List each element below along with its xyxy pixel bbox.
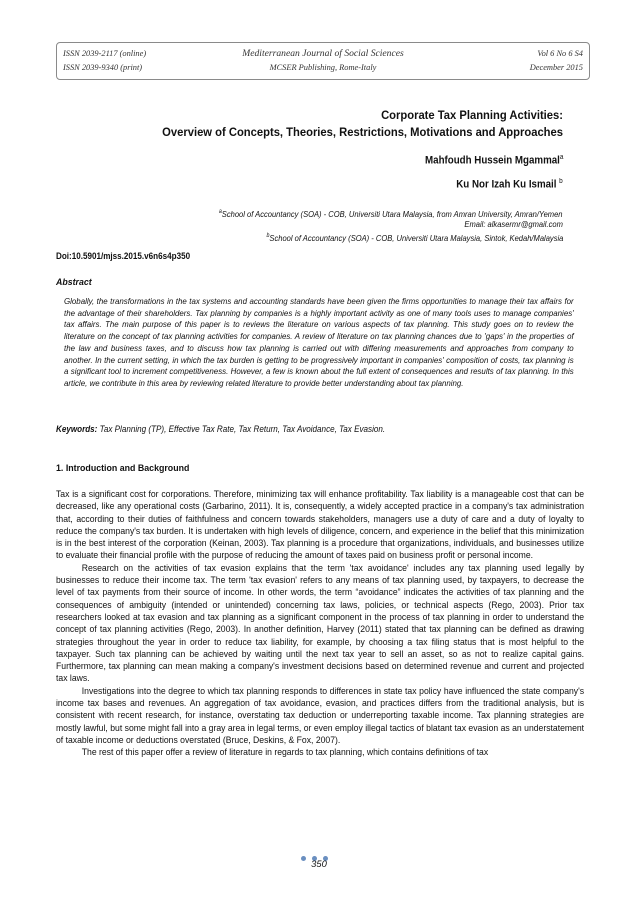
keywords bbox=[56, 424, 590, 434]
abstract-heading: Abstract bbox=[56, 277, 92, 287]
affiliation-sup: b bbox=[266, 233, 270, 239]
author-name: Mahfoudh Hussein Mgammal bbox=[424, 154, 560, 167]
header-right bbox=[530, 47, 583, 75]
keywords-text: Tax Planning (TP), Effective Tax Rate, Tax Return, Tax Avoidance, Tax Evasion. bbox=[97, 424, 386, 434]
affiliation-text: School of Accountancy (SOA) - COB, Universiti Utara Malaysia, from Amran University, Amran/Yemen bbox=[222, 208, 563, 219]
author-2 bbox=[456, 178, 563, 191]
paragraph: Investigations into the degree to which tax planning responds to differences in state tax policy have influenced the state company's income tax bases and revenues. An aggregation of tax avoidance, evasion, and practices differs from the traditional analysis, but is consistent with recent research, for instance, overstating tax deduction or underreporting taxable income. Tax planning strategies are mostly lawful, but some might fall into a gray area in legal terms, or even employ illegal tactics of blatant tax evasion as an understatement of taxable income or deductions overstated (Bruce, Deskins, & Fox, 2007). bbox=[56, 684, 585, 745]
paragraph: Research on the activities of tax evasion explains that the term 'tax avoidance' includes any tax planning used legally by businesses to reduce their income tax. The term 'tax evasion' refers to any means of tax planning used, by taxpayers, to decrease the level of tax payments from their source of income. In other words, the term “avoidance” indicates the activities of tax planning and the consequences of ambiguity (intended or unintended) concerning tax laws, policies, or technical aspects (Rego, 2003). Prior tax researchers looked at tax evasion and tax planning as a significant component in the process of tax planning in order to understand the concept of tax planning activities (Rego, 2003). In another definition, Harvey (2011) stated that tax planning can be defined as drawing strategies throughout the year in order to reduce tax liability, for example, by choosing a tax filing status that is most helpful to the taxpayer. Such tax planning can be achieved by waiting until the next tax year to sell an asset, so as not to realize capital gains. Furthermore, tax planning can mean making a company's investment decisions based on determined revenue and current and projected tax laws. bbox=[56, 561, 585, 684]
paper-title bbox=[137, 107, 563, 141]
paragraph: The rest of this paper offer a review of literature in regards to tax planning, which contains definitions of tax bbox=[81, 746, 489, 758]
title-line-2: Overview of Concepts, Theories, Restrictions, Motivations and Approaches bbox=[162, 125, 563, 139]
doi: Doi:10.5901/mjss.2015.v6n6s4p350 bbox=[56, 251, 191, 261]
author-name: Ku Nor Izah Ku Ismail bbox=[456, 178, 557, 191]
affiliation-text: Email: alkasermr@gmail.com bbox=[464, 219, 563, 229]
author-sup: b bbox=[559, 178, 563, 185]
paragraph: Tax is a significant cost for corporations. Therefore, minimizing tax will enhance profitability. Tax liability is a manageable cost that can be decreased, like any operational costs (Garbarino, 2011). It is, consequently, a widely accepted practice in a company's tax administration that, according to their duties of faithfulness and concern towards stakeholders, managers use a duty of care and a duty of loyalty to reduce the company's tax burden. It is undertaken with high levels of diligence, concern, and experience in the belief that this minimization is in the best interest of the corporation (Keinan, 2003). Tax planning is a procedure that organizations, individuals, and businesses utilize to evaluate their financial profile with the purpose of reducing the amount of taxes paid on business profit or personal income. bbox=[56, 488, 585, 561]
footer-dots-decoration bbox=[298, 848, 342, 856]
keywords-label: Keywords: bbox=[56, 424, 98, 434]
affiliation-2 bbox=[266, 230, 563, 244]
affiliation-email bbox=[465, 218, 563, 230]
author-sup: a bbox=[559, 154, 563, 161]
issn-print: ISSN 2039-9340 (print) bbox=[63, 63, 143, 72]
section-heading: 1. Introduction and Background bbox=[56, 463, 190, 474]
journal-header bbox=[56, 42, 590, 80]
publisher: MCSER Publishing, Rome-Italy bbox=[269, 63, 377, 72]
volume: Vol 6 No 6 S4 bbox=[537, 49, 583, 58]
header-center bbox=[57, 47, 589, 75]
title-line-1: Corporate Tax Planning Activities: bbox=[381, 108, 563, 122]
issue-date: December 2015 bbox=[529, 63, 583, 72]
abstract-text: Globally, the transformations in the tax systems and accounting standards have been given the firms opportunities to manage their tax affairs for the advantage of their shareholders. Tax planning by companies is a highly important activity as one of many tools uses to manage companies' tax affairs. The main purpose of this paper is to reviews the literature on various aspects of tax planning. This study goes on to review the literature on the concept of tax planning activities for companies. A review of literature on tax planning chances due to 'gaps' in the properties of the law and business taxes, and to discuss how tax planning is carried out with differing measurements and approaches from company to another. In the current setting, in which the tax burden is getting to be progressively important in companies' composition of costs, tax planning is a significant tool to increment competitiveness. However, a few is known about the full extent of consequences and results of tax planning. In this article, we contribute in this area by reviewing related literature to provide better understanding about tax planning. bbox=[64, 296, 574, 388]
body-text bbox=[56, 488, 584, 759]
affiliation-sup: a bbox=[219, 209, 223, 215]
page-number: 350 bbox=[311, 858, 327, 869]
issn-online: ISSN 2039-2117 (online) bbox=[63, 49, 147, 58]
author-1 bbox=[425, 154, 563, 167]
journal-name: Mediterranean Journal of Social Sciences bbox=[242, 48, 404, 59]
affiliation-text: School of Accountancy (SOA) - COB, Universiti Utara Malaysia, Sintok, Kedah/Malaysia bbox=[269, 232, 563, 243]
